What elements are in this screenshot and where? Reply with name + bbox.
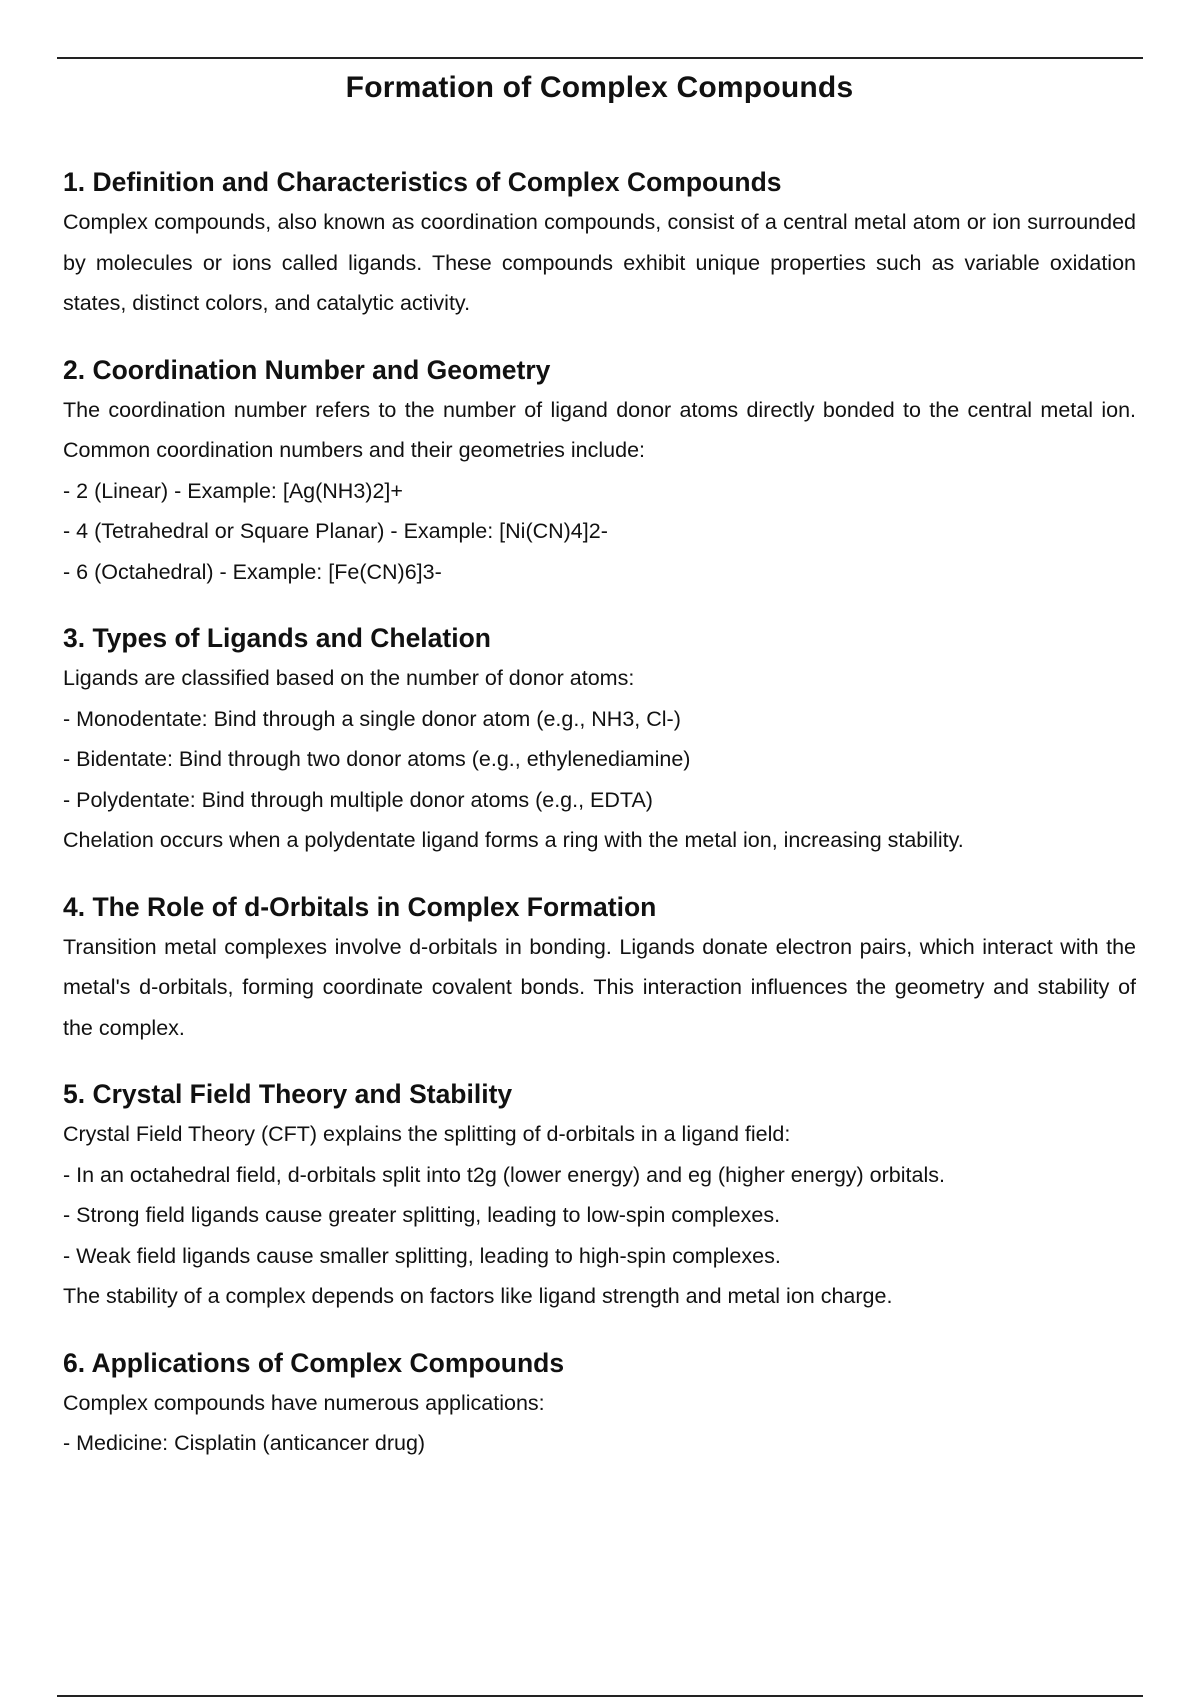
text-line: The stability of a complex depends on factors like ligand strength and metal ion charge.	[63, 1284, 893, 1308]
text-line: Complex compounds have numerous applications:	[63, 1390, 545, 1415]
section-crystal-field	[63, 1077, 1136, 1317]
list-item: - Weak field ligands cause smaller splitting, leading to high-spin complexes.	[63, 1243, 781, 1268]
section-paragraph: Transition metal complexes involve d-orbitals in bonding. Ligands donate electron pairs, which interact with the metal's d-orbitals, forming coordinate covalent bonds. This interaction influences the geometry and stability of the complex.	[63, 934, 1136, 1040]
document-page	[63, 62, 1136, 1464]
list-item: - 4 (Tetrahedral or Square Planar) - Example: [Ni(CN)4]2-	[63, 519, 608, 543]
document-title: Formation of Complex Compounds	[345, 71, 854, 104]
section-coordination	[63, 353, 1136, 593]
text-line: Ligands are classified based on the number of donor atoms:	[63, 666, 635, 690]
list-item: - Medicine: Cisplatin (anticancer drug)	[63, 1431, 426, 1455]
section-paragraph: The coordination number refers to the number of ligand donor atoms directly bonded to the central metal ion. Common coordination numbers and their geometries include:	[63, 397, 1136, 462]
section-heading: 1. Definition and Characteristics of Complex Compounds	[63, 167, 782, 197]
section-heading: 5. Crystal Field Theory and Stability	[63, 1079, 513, 1109]
top-rule	[57, 57, 1143, 59]
list-item: - 6 (Octahedral) - Example: [Fe(CN)6]3-	[63, 559, 442, 584]
text-line: Chelation occurs when a polydentate ligand forms a ring with the metal ion, increasing stability.	[63, 828, 964, 852]
bottom-rule	[57, 1695, 1143, 1697]
list-item: - Polydentate: Bind through multiple donor atoms (e.g., EDTA)	[63, 787, 653, 812]
text-line: Crystal Field Theory (CFT) explains the splitting of d-orbitals in a ligand field:	[63, 1122, 791, 1146]
section-paragraph: Complex compounds, also known as coordination compounds, consist of a central metal atom or ion surrounded by molecules or ions called ligands. These compounds exhibit unique properties such as variable oxidation states, distinct colors, and catalytic activity.	[63, 210, 1136, 315]
section-heading: 4. The Role of d-Orbitals in Complex Formation	[63, 891, 657, 922]
section-applications	[63, 1346, 1136, 1464]
section-heading: 2. Coordination Number and Geometry	[63, 354, 551, 385]
list-item: - Strong field ligands cause greater splitting, leading to low-spin complexes.	[63, 1203, 781, 1227]
section-ligands	[63, 621, 1136, 861]
section-definition	[63, 165, 1136, 324]
list-item: - In an octahedral field, d-orbitals split into t2g (lower energy) and eg (higher energy) orbitals.	[63, 1162, 945, 1187]
list-item: - 2 (Linear) - Example: [Ag(NH3)2]+	[63, 478, 403, 503]
section-heading: 3. Types of Ligands and Chelation	[63, 623, 491, 653]
section-d-orbitals	[63, 890, 1136, 1049]
list-item: - Bidentate: Bind through two donor atoms (e.g., ethylenediamine)	[63, 747, 691, 771]
section-heading: 6. Applications of Complex Compounds	[63, 1347, 565, 1378]
list-item: - Monodentate: Bind through a single donor atom (e.g., NH3, Cl-)	[63, 706, 681, 731]
